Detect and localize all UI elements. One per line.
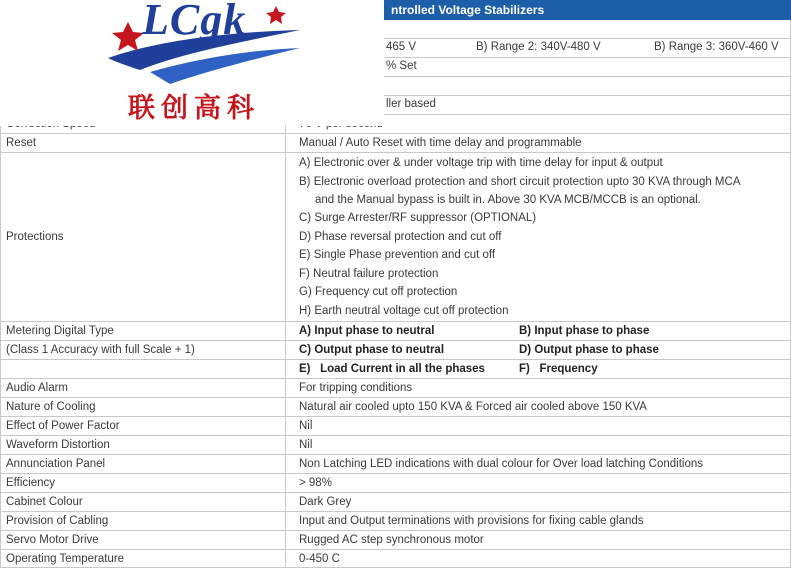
row-divider bbox=[0, 530, 791, 531]
protection-item: A) Electronic over & under voltage trip with time delay for input & output bbox=[299, 157, 663, 169]
protections-label: Protections bbox=[6, 231, 64, 243]
row-divider bbox=[0, 511, 791, 512]
waveform-value: Nil bbox=[299, 439, 313, 451]
row-divider bbox=[0, 454, 791, 455]
cabinet-value: Dark Grey bbox=[299, 496, 352, 508]
range3-value: B) Range 3: 360V-460 V bbox=[654, 41, 779, 53]
range1-value: 465 V bbox=[386, 41, 417, 53]
cooling-label: Nature of Cooling bbox=[6, 401, 96, 413]
annunciation-label: Annunciation Panel bbox=[6, 458, 106, 470]
power-factor-value: Nil bbox=[299, 420, 313, 432]
protection-item: E) Single Phase prevention and cut off bbox=[299, 249, 496, 261]
audio-alarm-label: Audio Alarm bbox=[6, 382, 69, 394]
metering-item: D) Output phase to phase bbox=[519, 344, 659, 356]
servo-label: Servo Motor Drive bbox=[6, 534, 99, 546]
cabling-label: Provision of Cabling bbox=[6, 515, 109, 527]
row-divider bbox=[0, 340, 791, 341]
protection-item: D) Phase reversal protection and cut off bbox=[299, 231, 502, 243]
row-divider bbox=[0, 321, 791, 322]
row-divider bbox=[0, 378, 791, 379]
metering-item: C) Output phase to neutral bbox=[299, 344, 445, 356]
temperature-label: Operating Temperature bbox=[6, 553, 125, 565]
cooling-value: Natural air cooled upto 150 KVA & Forced air cooled above 150 KVA bbox=[299, 401, 647, 413]
metering-item: F) Frequency bbox=[519, 363, 598, 375]
logo-chinese-name: 联创高科 bbox=[128, 93, 260, 124]
row-divider bbox=[0, 152, 791, 153]
table-header-title: ntrolled Voltage Stabilizers bbox=[391, 3, 545, 17]
metering-item: A) Input phase to neutral bbox=[299, 325, 435, 337]
row-divider bbox=[0, 359, 791, 360]
company-logo bbox=[0, 0, 384, 126]
row-divider bbox=[0, 435, 791, 436]
reset-value: Manual / Auto Reset with time delay and programmable bbox=[299, 137, 582, 149]
servo-value: Rugged AC step synchronous motor bbox=[299, 534, 484, 546]
metering-label: Metering Digital Type bbox=[6, 325, 114, 337]
metering-item: B) Input phase to phase bbox=[519, 325, 650, 337]
temperature-value: 0-450 C bbox=[299, 553, 340, 565]
protection-item: G) Frequency cut off protection bbox=[299, 286, 458, 298]
protection-item: H) Earth neutral voltage cut off protection bbox=[299, 305, 509, 317]
row-divider bbox=[0, 549, 791, 550]
efficiency-value: > 98% bbox=[299, 477, 332, 489]
metering-item: E) Load Current in all the phases bbox=[299, 363, 485, 375]
metering-accuracy-label: (Class 1 Accuracy with full Scale + 1) bbox=[6, 344, 195, 356]
efficiency-label: Efficiency bbox=[6, 477, 56, 489]
row-divider bbox=[0, 397, 791, 398]
annunciation-value: Non Latching LED indications with dual colour for Over load latching Conditions bbox=[299, 458, 704, 470]
waveform-label: Waveform Distortion bbox=[6, 439, 110, 451]
controller-value: ller based bbox=[386, 98, 436, 110]
reset-label: Reset bbox=[6, 137, 37, 149]
logo-wordmark: LCgk bbox=[142, 0, 247, 44]
row-divider bbox=[0, 473, 791, 474]
cabinet-label: Cabinet Colour bbox=[6, 496, 83, 508]
row-divider bbox=[0, 416, 791, 417]
protection-item: B) Electronic overload protection and short circuit protection upto 30 KVA through MCA bbox=[299, 176, 741, 188]
audio-alarm-value: For tripping conditions bbox=[299, 382, 413, 394]
row-divider bbox=[0, 492, 791, 493]
protection-item: and the Manual bypass is built in. Above 30 KVA MCB/MCCB is an optional. bbox=[299, 194, 701, 206]
cabling-value: Input and Output terminations with provisions for fixing cable glands bbox=[299, 515, 644, 527]
protection-item: F) Neutral failure protection bbox=[299, 268, 439, 280]
row-divider bbox=[0, 133, 791, 134]
logo-star bbox=[112, 22, 144, 51]
logo-star bbox=[266, 6, 286, 24]
set-value: % Set bbox=[386, 60, 417, 72]
power-factor-label: Effect of Power Factor bbox=[6, 420, 120, 432]
range2-value: B) Range 2: 340V-480 V bbox=[476, 41, 601, 53]
protection-item: C) Surge Arrester/RF suppressor (OPTIONAL) bbox=[299, 212, 537, 224]
